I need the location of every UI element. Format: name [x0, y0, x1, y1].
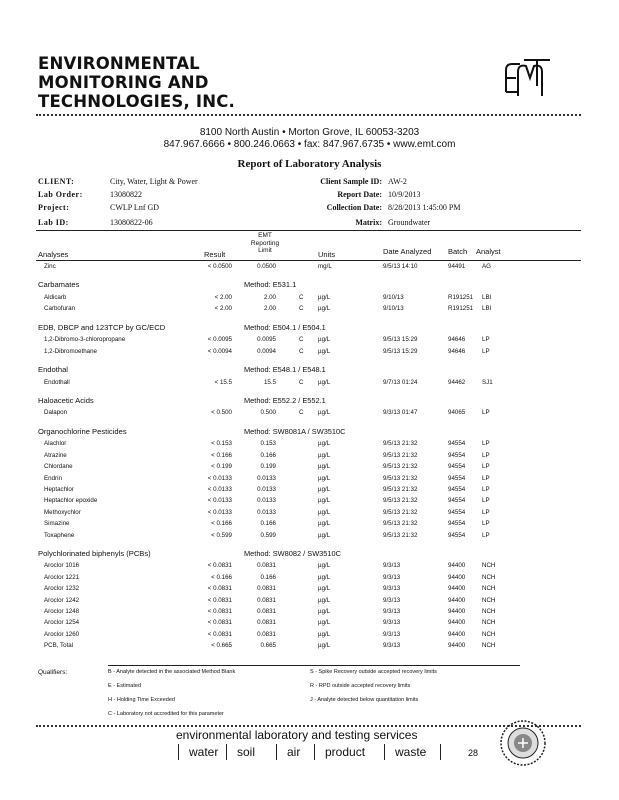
cell-q: C [299, 378, 304, 386]
accreditation-seal [498, 718, 548, 768]
cell-analyst: NCH [482, 608, 496, 615]
service-soil: soil [226, 744, 255, 760]
cell-units: µg/L [318, 508, 331, 516]
cell-date: 9/5/13 15:29 [383, 336, 418, 344]
section-heading: Carbamates [38, 280, 80, 290]
cell-units: µg/L [318, 485, 331, 493]
cell-batch: 94646 [448, 347, 466, 355]
section-method: Method: E504.1 / E504.1 [244, 322, 326, 332]
cell-date: 9/5/13 21:32 [383, 497, 418, 505]
cell-units: µg/L [318, 619, 331, 627]
cell-name: Toxaphene [44, 531, 75, 539]
cell-units: µg/L [318, 596, 331, 604]
section-method: Method: SW8081A / SW3510C [244, 426, 346, 436]
cell-limit: 0.0500 [257, 263, 276, 270]
lab-order-label: Lab Order: [38, 190, 83, 199]
services-tagline: environmental laboratory and testing services [176, 728, 418, 742]
section-heading: Organochlorine Pesticides [38, 426, 127, 436]
cell-units: µg/L [318, 409, 331, 417]
col-emt-line-3: Limit [258, 247, 272, 254]
cell-result: < 0.0831 [207, 562, 232, 570]
cell-limit: 0.0831 [257, 562, 276, 570]
col-emt-line-2: Reporting [250, 239, 280, 247]
cell-units: µg/L [318, 474, 331, 482]
cell-result: < 0.0831 [207, 585, 232, 593]
col-batch: Batch [448, 247, 468, 256]
company-name-line-1: ENVIRONMENTAL [38, 54, 200, 73]
cell-batch: 94554 [448, 531, 466, 539]
cell-q: C [299, 336, 304, 344]
section-method: Method: SW8082 / SW3510C [244, 548, 341, 558]
cell-units: µg/L [318, 573, 331, 581]
cell-limit: 0.199 [260, 463, 276, 471]
section-method: Method: E552.2 / E552.1 [244, 395, 326, 405]
collection-date-label: Collection Date: [326, 203, 382, 212]
cell-name: Chlordane [44, 463, 73, 471]
cell-name: Alachlor [44, 440, 67, 448]
cell-date: 9/5/13 21:32 [383, 485, 418, 493]
cell-result: < 0.0095 [207, 336, 232, 344]
cell-limit: 0.0133 [257, 508, 276, 516]
report-title: Report of Laboratory Analysis [237, 158, 382, 170]
service-divider-end [440, 744, 441, 760]
cell-date: 9/7/13 01:24 [383, 378, 418, 386]
cell-name: Aroclor 1232 [44, 585, 80, 593]
service-waste: waste [384, 744, 426, 760]
cell-result: < 2.00 [214, 305, 232, 313]
cell-name: Aroclor 1260 [44, 630, 80, 638]
cell-name: Aroclor 1248 [44, 608, 80, 615]
client-value: City, Water, Light & Power [110, 177, 198, 186]
cell-units: µg/L [318, 608, 331, 615]
cell-batch: 94554 [448, 451, 466, 459]
cell-result: < 0.166 [211, 451, 232, 459]
cell-limit: 2.00 [263, 305, 276, 313]
cell-units: µg/L [318, 497, 331, 505]
cell-units: µg/L [318, 520, 331, 528]
report-date-value: 10/9/2013 [388, 190, 421, 199]
cell-date: 9/5/13 21:32 [383, 474, 418, 482]
cell-result: < 0.0133 [207, 485, 232, 493]
cell-batch: 94491 [448, 263, 466, 270]
section-heading: Polychlorinated biphenyls (PCBs) [38, 548, 151, 558]
cell-q: C [299, 347, 304, 355]
cell-date: 9/10/13 [383, 293, 404, 301]
cell-q: C [299, 409, 304, 417]
table-header-bottom-rule [36, 260, 581, 261]
cell-analyst: LP [482, 485, 490, 493]
cell-name: Atrazine [44, 451, 67, 459]
company-name-line-2: MONITORING AND [38, 73, 209, 92]
cell-analyst: LP [482, 451, 490, 459]
cell-limit: 0.0133 [257, 474, 276, 482]
cell-analyst: LP [482, 520, 490, 528]
cell-result: < 0.0133 [207, 474, 232, 482]
cell-batch: R191251 [448, 293, 474, 301]
cell-analyst: LP [482, 497, 490, 505]
cell-units: µg/L [318, 293, 331, 301]
cell-units: µg/L [318, 463, 331, 471]
cell-batch: 94554 [448, 497, 466, 505]
company-name-line-3: TECHNOLOGIES, INC. [38, 92, 236, 111]
cell-result: < 0.0831 [207, 630, 232, 638]
cell-name: Endothall [44, 378, 70, 386]
cell-date: 9/3/13 [383, 608, 401, 615]
cell-name: Aroclor 1016 [44, 562, 80, 570]
cell-date: 9/5/13 21:32 [383, 508, 418, 516]
cell-result: < 0.500 [211, 409, 232, 417]
cell-limit: 0.153 [260, 440, 276, 448]
col-result: Result [204, 250, 226, 259]
cell-limit: 0.0095 [257, 336, 276, 344]
cell-date: 9/3/13 [383, 619, 401, 627]
cell-name: Endrin [44, 474, 62, 482]
cell-analyst: NCH [482, 585, 496, 593]
cell-name: Aroclor 1254 [44, 619, 80, 627]
cell-units: µg/L [318, 347, 331, 355]
cell-name: Methoxychlor [44, 508, 81, 516]
cell-limit: 2.00 [263, 293, 276, 301]
section-heading: EDB, DBCP and 123TCP by GC/ECD [38, 322, 166, 332]
cell-analyst: LP [482, 409, 490, 417]
cell-batch: 94554 [448, 520, 466, 528]
cell-analyst: NCH [482, 619, 496, 627]
qualifier-j: J - Analyte detected below quantitation limits [310, 697, 419, 703]
col-analyses: Analyses [38, 250, 69, 259]
cell-batch: 94462 [448, 378, 466, 386]
cell-units: mg/L [318, 263, 332, 270]
cell-limit: 0.665 [260, 642, 276, 650]
cell-limit: 0.166 [260, 573, 276, 581]
cell-result: < 0.153 [211, 440, 232, 448]
col-units: Units [318, 250, 336, 259]
cell-result: < 0.0500 [207, 263, 232, 270]
cell-date: 9/5/13 14:10 [383, 263, 418, 270]
cell-units: µg/L [318, 336, 331, 344]
cell-analyst: LP [482, 474, 490, 482]
cell-batch: 94400 [448, 573, 466, 581]
cell-date: 9/3/13 [383, 630, 401, 638]
cell-name: Dalapon [44, 409, 68, 417]
cell-limit: 0.500 [260, 409, 276, 417]
cell-batch: 94554 [448, 508, 466, 516]
cell-limit: 0.166 [260, 451, 276, 459]
cell-date: 9/5/13 21:32 [383, 520, 418, 528]
section-method: Method: E548.1 / E548.1 [244, 365, 326, 374]
client-label: CLIENT: [38, 177, 75, 186]
report-date-label: Report Date: [337, 190, 382, 199]
cell-analyst: NCH [482, 562, 496, 570]
lab-id-label: Lab ID: [38, 218, 69, 227]
cell-result: < 0.0831 [207, 619, 232, 627]
cell-units: µg/L [318, 531, 331, 539]
col-date-analyzed: Date Analyzed [383, 247, 432, 256]
cell-batch: 94554 [448, 485, 466, 493]
project-label: Project: [38, 203, 70, 212]
cell-result: < 0.166 [211, 573, 232, 581]
table-header-top-rule [36, 230, 581, 231]
cell-name: Heptachlor epoxide [44, 497, 98, 505]
col-emt-line-1: EMT [258, 232, 272, 239]
qualifiers-label: Qualifiers: [38, 669, 68, 676]
collection-date-value: 8/28/2013 1:45:00 PM [388, 203, 461, 212]
cell-batch: 94400 [448, 608, 466, 615]
qualifier-s: S - Spike Recovery outside accepted recovery limits [310, 669, 437, 675]
cell-batch: 94400 [448, 630, 466, 638]
cell-batch: 94400 [448, 585, 466, 593]
cell-batch: 94646 [448, 336, 466, 344]
cell-result: < 0.199 [211, 463, 232, 471]
cell-date: 9/3/13 [383, 573, 401, 581]
cell-result: < 0.0831 [207, 608, 232, 615]
cell-units: µg/L [318, 642, 331, 650]
project-value: CWLP Lnf GD [110, 203, 160, 212]
cell-limit: 15.5 [263, 378, 276, 386]
cell-date: 9/5/13 21:32 [383, 440, 418, 448]
cell-analyst: NCH [482, 596, 496, 604]
company-name [38, 54, 235, 111]
qualifier-c: C - Laboratory not accredited for this parameter [108, 711, 224, 717]
cell-analyst: SJ1 [482, 378, 493, 386]
cell-name: Aroclor 1221 [44, 573, 80, 581]
cell-units: µg/L [318, 630, 331, 638]
cell-units: µg/L [318, 305, 331, 313]
cell-result: < 0.665 [211, 642, 232, 650]
cell-limit: 0.0831 [257, 608, 276, 615]
cell-q: C [299, 293, 304, 301]
matrix-label: Matrix: [355, 218, 382, 227]
section-heading: Endothal [38, 365, 68, 374]
company-address: 8100 North Austin • Morton Grove, IL 60053-3203 [199, 127, 420, 138]
cell-result: < 0.166 [211, 520, 232, 528]
cell-batch: R191251 [448, 305, 474, 313]
emt-logo [500, 56, 554, 100]
cell-name: PCB, Total [44, 642, 74, 650]
cell-batch: 94554 [448, 440, 466, 448]
sample-id-label: Client Sample ID: [320, 177, 382, 186]
cell-batch: 94554 [448, 474, 466, 482]
cell-name: 1,2-Dibromo-3-chloropropane [44, 336, 126, 344]
cell-name: Aldicarb [44, 293, 67, 301]
qualifiers-rule [108, 665, 520, 666]
cell-limit: 0.0831 [257, 619, 276, 627]
lab-id-value: 13080822-06 [110, 218, 153, 227]
col-emt-reporting-limit [240, 232, 290, 255]
section-method: Method: E531.1 [244, 280, 297, 290]
lab-order-value: 13080822 [110, 190, 142, 199]
cell-units: µg/L [318, 562, 331, 570]
cell-q: C [299, 305, 304, 313]
cell-name: 1,2-Dibromoethane [44, 347, 97, 355]
cell-date: 9/5/13 21:32 [383, 531, 418, 539]
cell-batch: 94400 [448, 642, 466, 650]
cell-limit: 0.0133 [257, 497, 276, 505]
cell-analyst: LP [482, 531, 490, 539]
cell-result: < 0.0133 [207, 497, 232, 505]
qualifier-h: H - Holding Time Exceeded [108, 697, 175, 703]
cell-batch: 94400 [448, 619, 466, 627]
cell-limit: 0.166 [260, 520, 276, 528]
company-contact: 847.967.6666 • 800.246.0663 • fax: 847.967.6735 • www.emt.com [163, 139, 456, 150]
cell-analyst: LP [482, 463, 490, 471]
cell-analyst: NCH [482, 573, 496, 581]
cell-limit: 0.0831 [257, 585, 276, 593]
cell-analyst: LBI [482, 305, 492, 313]
cell-analyst: LP [482, 336, 490, 344]
cell-result: < 0.0133 [207, 508, 232, 516]
cell-result: < 15.5 [214, 378, 232, 386]
cell-date: 9/3/13 [383, 642, 401, 650]
cell-batch: 94400 [448, 596, 466, 604]
cell-result: < 0.0094 [207, 347, 232, 355]
service-product: product [314, 744, 365, 760]
cell-analyst: AG [482, 263, 491, 270]
cell-limit: 0.0133 [257, 485, 276, 493]
cell-analyst: LBI [482, 293, 492, 301]
cell-name: Aroclor 1242 [44, 596, 80, 604]
page-number: 28 [468, 748, 479, 758]
cell-limit: 0.0831 [257, 596, 276, 604]
cell-date: 9/3/13 01:47 [383, 409, 418, 417]
cell-date: 9/3/13 [383, 585, 401, 593]
cell-analyst: LP [482, 508, 490, 516]
qualifier-b: B - Analyte detected in the associated Method Blank [108, 669, 236, 675]
cell-limit: 0.0094 [257, 347, 276, 355]
cell-analyst: LP [482, 440, 490, 448]
service-air: air [276, 744, 300, 760]
cell-batch: 94065 [448, 409, 466, 417]
cell-date: 9/3/13 [383, 596, 401, 604]
col-analyst: Analyst [476, 247, 501, 256]
cell-date: 9/3/13 [383, 562, 401, 570]
cell-units: µg/L [318, 378, 331, 386]
cell-date: 9/10/13 [383, 305, 404, 313]
section-heading: Haloacetic Acids [38, 395, 94, 405]
cell-limit: 0.599 [260, 531, 276, 539]
matrix-value: Groundwater [388, 218, 431, 227]
cell-result: < 2.00 [214, 293, 232, 301]
cell-batch: 94400 [448, 562, 466, 570]
cell-result: < 0.599 [211, 531, 232, 539]
cell-units: µg/L [318, 585, 331, 593]
cell-analyst: LP [482, 347, 490, 355]
cell-result: < 0.0831 [207, 596, 232, 604]
cell-date: 9/5/13 15:29 [383, 347, 418, 355]
cell-analyst: NCH [482, 642, 496, 650]
qualifier-r: R - RPD outside accepted recovery limits [310, 683, 411, 689]
qualifier-e: E - Estimated [108, 683, 142, 689]
cell-name: Zinc [44, 263, 56, 270]
cell-name: Carbofuran [44, 305, 75, 313]
sample-id-value: AW-2 [388, 177, 407, 186]
cell-units: µg/L [318, 440, 331, 448]
cell-batch: 94554 [448, 463, 466, 471]
cell-units: µg/L [318, 451, 331, 459]
service-water: water [178, 744, 218, 760]
cell-name: Simazine [44, 520, 70, 528]
header-divider [36, 114, 581, 116]
cell-date: 9/5/13 21:32 [383, 451, 418, 459]
cell-date: 9/5/13 21:32 [383, 463, 418, 471]
cell-analyst: NCH [482, 630, 496, 638]
cell-limit: 0.0831 [257, 630, 276, 638]
cell-name: Heptachlor [44, 485, 74, 493]
